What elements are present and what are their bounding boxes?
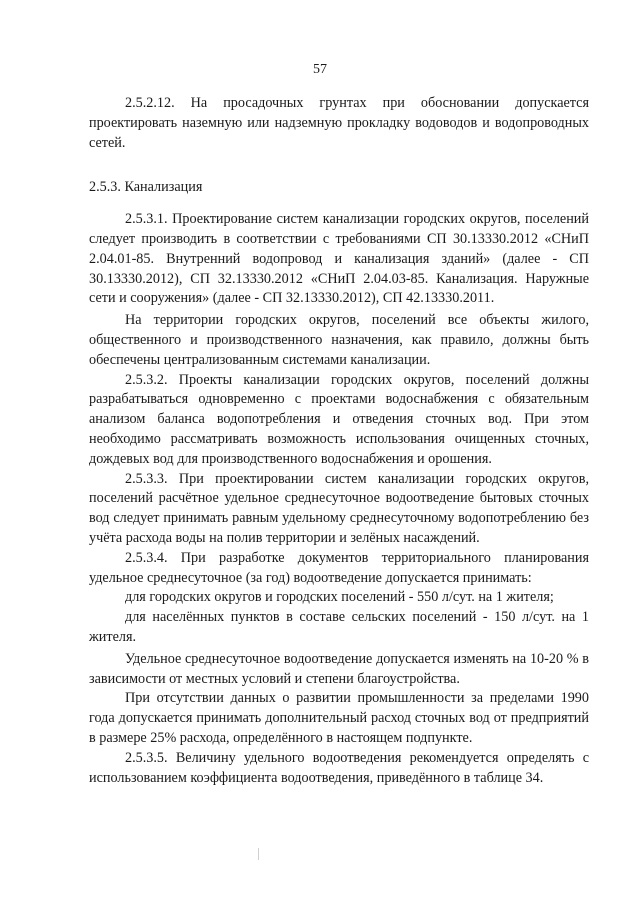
document-body <box>89 94 589 788</box>
paragraph-industry: При отсутствии данных о развитии промышленности за пределами 1990 года допускается принимать дополнительный расход сточных вод от предприятий в размере 25% расхода, определённого в настоящем подпункте. <box>89 690 589 746</box>
list-item-urban-norm: для городских округов и городских поселений - 550 л/сут. на 1 жителя; <box>125 589 554 606</box>
paragraph-2-5-3-5: 2.5.3.5. Величину удельного водоотведения рекомендуется определять с использованием коэффициента водоотведения, приведённого в таблице 34. <box>89 749 589 786</box>
paragraph-2-5-3-3: 2.5.3.3. При проектировании систем канализации городских округов, поселений расчётное удельное среднесуточное водоотведение бытовых сточных вод следует принимать равным удельному среднесуточному водопотреблению без учёта расхода воды на полив территории и зелёных насаждений. <box>89 470 589 546</box>
paragraph-2-5-3-4: 2.5.3.4. При разработке документов территориального планирования удельное среднесуточное (за год) водоотведение допускается принимать: <box>89 549 589 586</box>
section-heading-sewerage: 2.5.3. Канализация <box>89 179 203 196</box>
paragraph-norm-change: Удельное среднесуточное водоотведение допускается изменять на 10-20 % в зависимости от местных условий и степени благоустройства. <box>89 650 589 687</box>
paragraph-2-5-3-2: 2.5.3.2. Проекты канализации городских округов, поселений должны разрабатываться одновременно с проектами водоснабжения с обязательным анализом баланса водопотребления и отведения сточных вод. При этом необходимо рассматривать возможность использования очищенных сточных, дождевых вод для производственного водоснабжения и орошения. <box>89 371 589 467</box>
paragraph-territory: На территории городских округов, поселений все объекты жилого, общественного и производственного назначения, как правило, должны быть обеспечены централизованным системами канализации. <box>89 312 589 368</box>
paragraph-2-5-2-12: 2.5.2.12. На просадочных грунтах при обосновании допускается проектировать наземную или надземную прокладку водоводов и водопроводных сетей. <box>89 95 589 151</box>
scan-artifact <box>258 848 259 860</box>
page-number: 57 <box>313 62 327 77</box>
list-item-rural-norm: для населённых пунктов в составе сельских поселений - 150 л/сут. на 1 жителя. <box>89 609 589 645</box>
paragraph-2-5-3-1: 2.5.3.1. Проектирование систем канализации городских округов, поселений следует производить в соответствии с требованиями СП 30.13330.2012 «СНиП 2.04.01-85. Внутренний водопровод и канализация зданий» (далее - СП 30.13330.2012), СП 32.13330.2012 «СНиП 2.04.03-85. Канализация. Наружные сети и сооружения» (далее - СП 32.13330.2012), СП 42.13330.2011. <box>89 211 589 307</box>
